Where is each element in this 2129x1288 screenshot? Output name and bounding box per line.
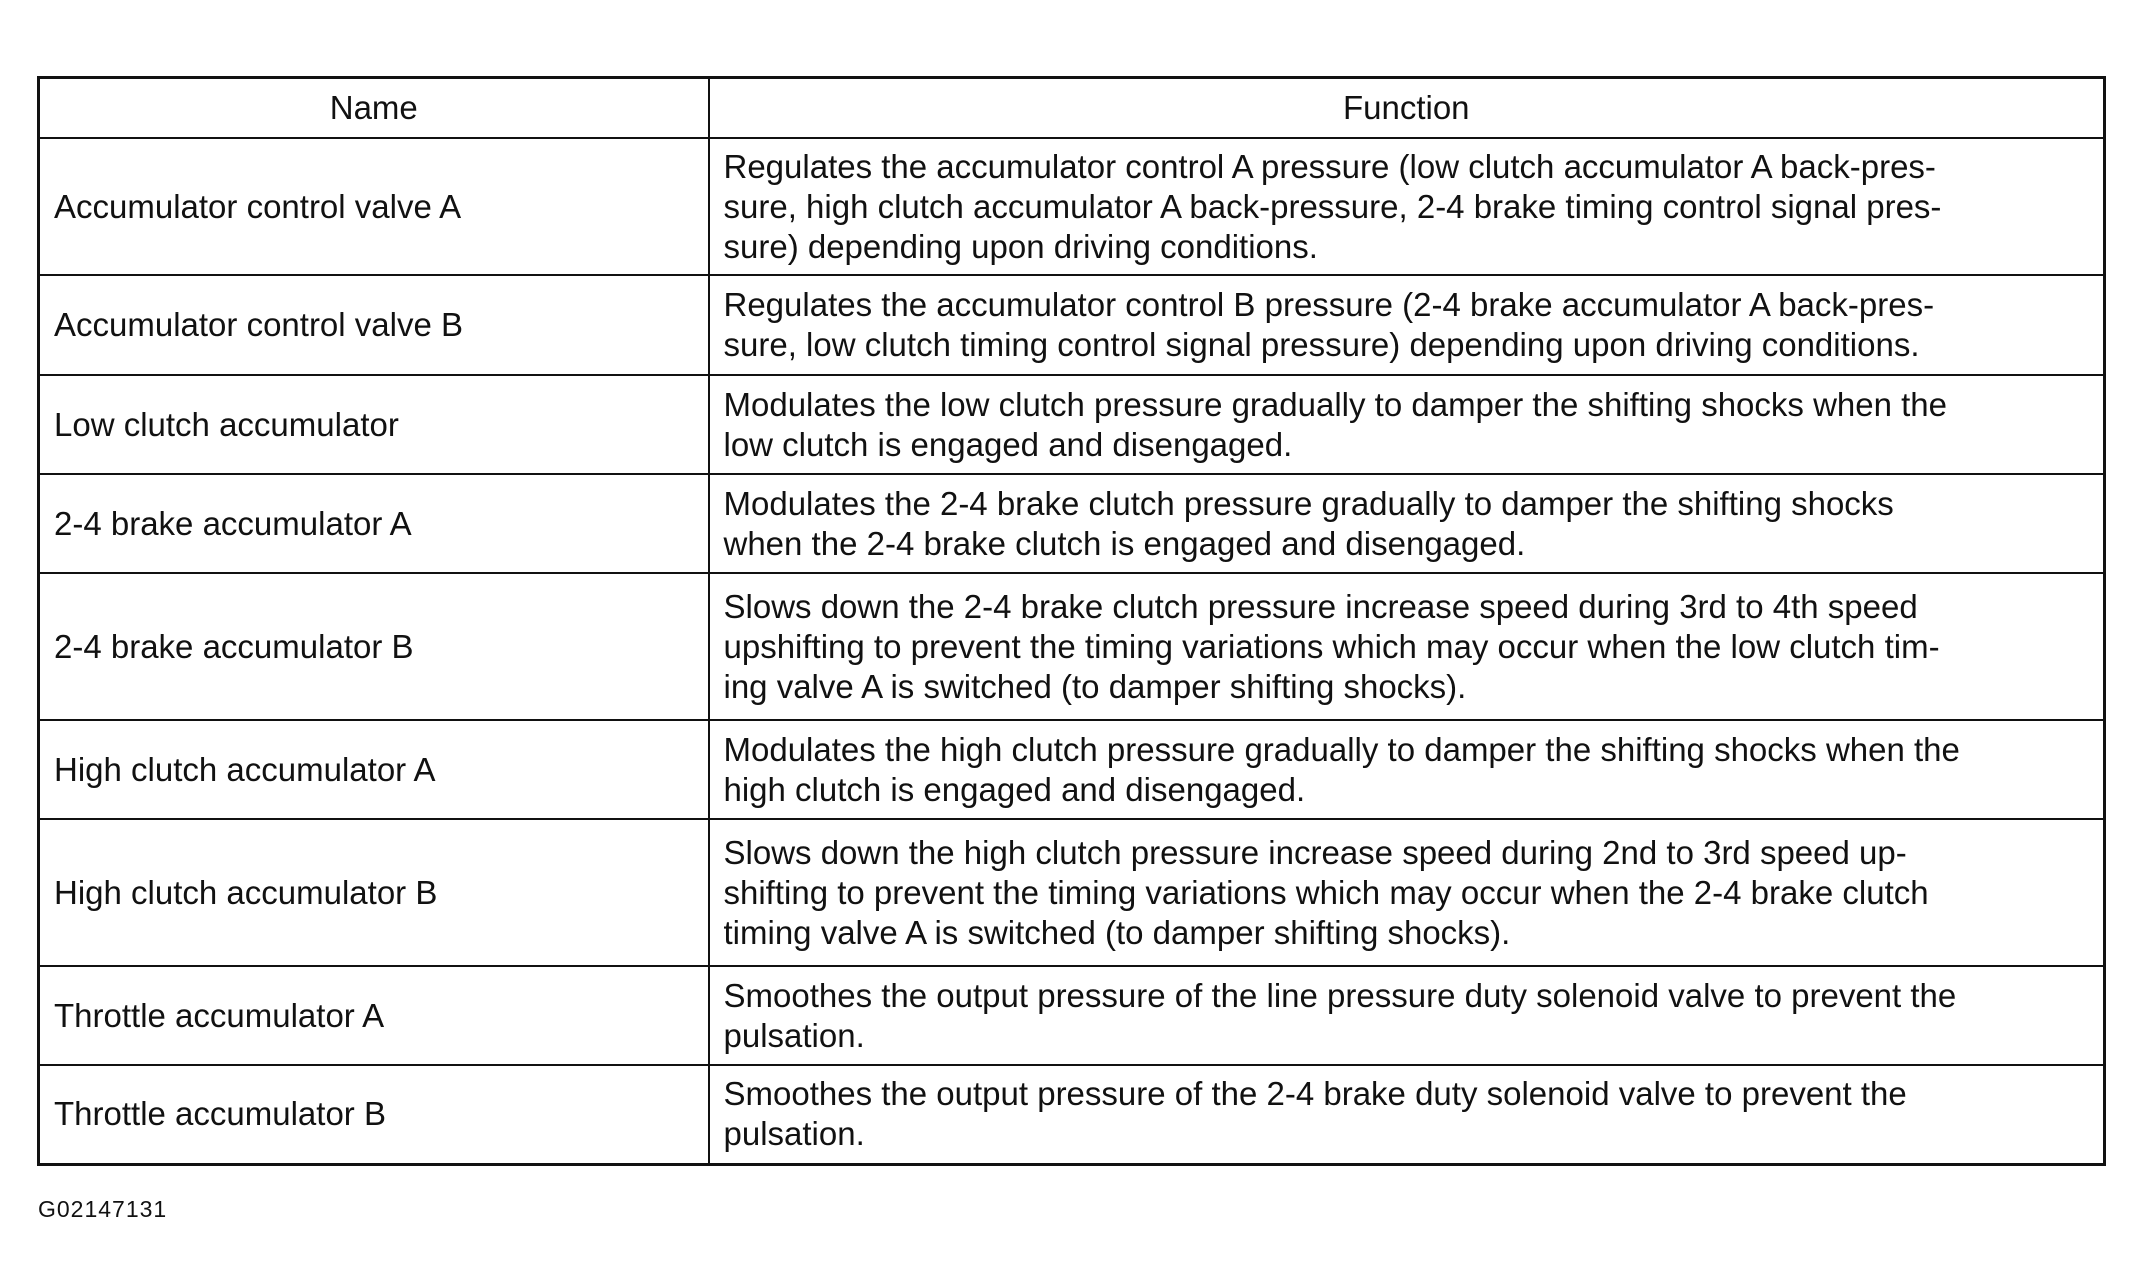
table-row <box>39 375 2105 474</box>
cell-function: Modulates the 2-4 brake clutch pressure gradually to damper the shifting shocks when the 2-4 brake clutch is engaged and disengaged. <box>709 474 2105 573</box>
table-row <box>39 819 2105 966</box>
cell-function: Slows down the 2-4 brake clutch pressure increase speed during 3rd to 4th speed upshifting to prevent the timing variations which may occur when the low clutch tim- ing valve A is switched (to damper shifting shocks). <box>709 573 2105 720</box>
cell-function: Modulates the high clutch pressure gradually to damper the shifting shocks when the high clutch is engaged and disengaged. <box>709 720 2105 819</box>
cell-function: Smoothes the output pressure of the 2-4 brake duty solenoid valve to prevent the pulsation. <box>709 1065 2105 1164</box>
cell-name: High clutch accumulator B <box>39 819 709 966</box>
cell-function: Regulates the accumulator control B pressure (2-4 brake accumulator A back-pres- sure, low clutch timing control signal pressure) depending upon driving conditions. <box>709 275 2105 375</box>
cell-function: Modulates the low clutch pressure gradually to damper the shifting shocks when the low clutch is engaged and disengaged. <box>709 375 2105 474</box>
cell-function: Regulates the accumulator control A pressure (low clutch accumulator A back-pres- sure, high clutch accumulator A back-pressure, 2-4 brake timing control signal pres- sure) depending upon driving conditions. <box>709 138 2105 275</box>
table-row <box>39 966 2105 1065</box>
cell-name: Throttle accumulator A <box>39 966 709 1065</box>
figure-reference-code: G02147131 <box>38 1196 168 1222</box>
cell-name: Throttle accumulator B <box>39 1065 709 1164</box>
table-row <box>39 138 2105 275</box>
cell-name: Accumulator control valve A <box>39 138 709 275</box>
cell-name: Accumulator control valve B <box>39 275 709 375</box>
cell-name: High clutch accumulator A <box>39 720 709 819</box>
table-row <box>39 275 2105 375</box>
function-table <box>37 76 2106 1166</box>
table-row <box>39 474 2105 573</box>
cell-name: 2-4 brake accumulator A <box>39 474 709 573</box>
cell-name: Low clutch accumulator <box>39 375 709 474</box>
table-row <box>39 573 2105 720</box>
header-name: Name <box>39 78 709 139</box>
cell-function: Slows down the high clutch pressure increase speed during 2nd to 3rd speed up- shifting to prevent the timing variations which may occur when the 2-4 brake clutch timing valve A is switched (to damper shifting shocks). <box>709 819 2105 966</box>
header-function: Function <box>709 78 2105 139</box>
table-body <box>39 138 2105 1164</box>
table-header-row <box>39 78 2105 139</box>
table-row <box>39 1065 2105 1164</box>
cell-function: Smoothes the output pressure of the line pressure duty solenoid valve to prevent the pulsation. <box>709 966 2105 1065</box>
cell-name: 2-4 brake accumulator B <box>39 573 709 720</box>
table-row <box>39 720 2105 819</box>
function-table-container <box>37 76 2103 1166</box>
